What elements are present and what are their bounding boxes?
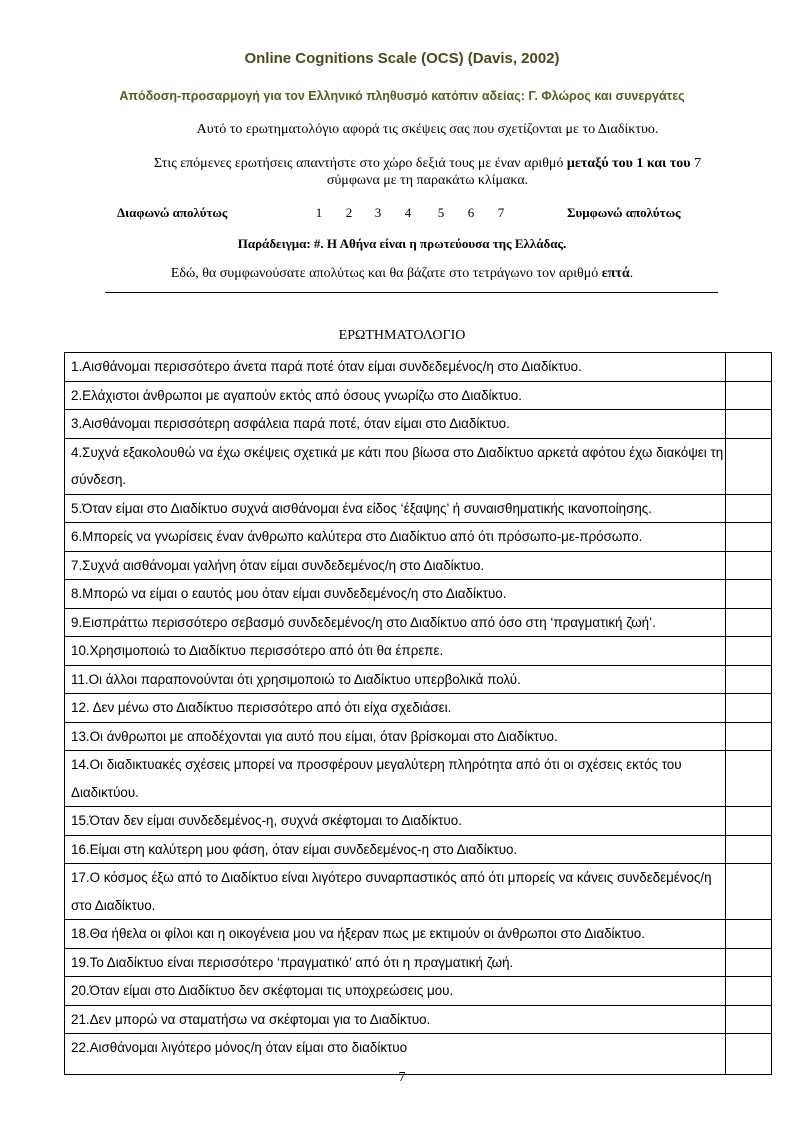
table-row [65,722,772,751]
questionnaire-title: ΕΡΩΤΗΜΑΤΟΛΟΓΙΟ [338,328,466,343]
answer-box[interactable] [726,551,772,580]
scale-number-2: 2 [345,205,353,220]
table-row [65,608,772,637]
question-text: 1.Αισθάνομαι περισσότερο άνετα παρά ποτέ όταν είμαι συνδεδεμένος/η στο Διαδίκτυο. [65,353,726,382]
table-row [65,580,772,609]
table-row [65,948,772,977]
here-before: Εδώ, θα συμφωνούσατε απολύτως και θα βάζατε στο τετράγωνο τον αριθμό [170,266,602,281]
question-text: 19.Το Διαδίκτυο είναι περισσότερο ‘πραγματικό’ από ότι η πραγματική ζωή. [65,948,726,977]
question-text: 12. Δεν μένω στο Διαδίκτυο περισσότερο από ότι είχα σχεδιάσει. [65,694,726,723]
table-row [65,977,772,1006]
scale-row [0,205,804,223]
question-text: 20.Όταν είμαι στο Διαδίκτυο δεν σκέφτομαι τις υποχρεώσεις μου. [65,977,726,1006]
instructions-text [105,155,750,189]
answer-box[interactable] [726,920,772,949]
question-text: 13.Οι άνθρωποι με αποδέχονται για αυτό που είμαι, όταν βρίσκομαι στο Διαδίκτυο. [65,722,726,751]
question-text: 8.Μπορώ να είμαι ο εαυτός μου όταν είμαι συνδεδεμένος/η στο Διαδίκτυο. [65,580,726,609]
scale-number-4: 4 [404,205,412,220]
question-text: 10.Χρησιμοποιώ το Διαδίκτυο περισσότερο από ότι θα έπρεπε. [65,637,726,666]
question-text: 15.Όταν δεν είμαι συνδεδεμένος-η, συχνά σκέφτομαι το Διαδίκτυο. [65,807,726,836]
example-text: Παράδειγμα: #. Η Αθήνα είναι η πρωτεύουσα της Ελλάδας. [237,236,567,251]
scale-right-label: Συμφωνώ απολύτως [567,205,681,220]
scale-number-6: 6 [467,205,475,220]
table-row [65,1034,772,1075]
here-bold: επτά [601,266,630,281]
table-row [65,751,772,807]
instructions-bold: μεταξύ του 1 και του [566,156,691,171]
answer-box[interactable] [726,580,772,609]
answer-box[interactable] [726,1005,772,1034]
question-text: 14.Οι διαδικτυακές σχέσεις μπορεί να προσφέρουν μεγαλύτερη πληρότητα από ότι οι σχέσεις εκτός του Διαδικτύου. [65,751,726,807]
questionnaire-table [64,352,772,1075]
answer-box[interactable] [726,410,772,439]
answer-box[interactable] [726,977,772,1006]
table-row [65,637,772,666]
answer-box[interactable] [726,948,772,977]
table-row [65,920,772,949]
answer-box[interactable] [726,494,772,523]
question-text: 7.Συχνά αισθάνομαι γαλήνη όταν είμαι συνδεδεμένος/η στο Διαδίκτυο. [65,551,726,580]
table-row [65,523,772,552]
question-text: 17.Ο κόσμος έξω από το Διαδίκτυο είναι λιγότερο συναρπαστικός από ότι μπορείς να κάνεις συνδεδεμένος/η στο Διαδίκτυο. [65,864,726,920]
scale-number-3: 3 [374,205,382,220]
horizontal-divider [105,292,718,293]
here-after: . [629,266,634,281]
page-number: 7 [398,1070,406,1085]
answer-box[interactable] [726,353,772,382]
question-text: 18.Θα ήθελα οι φίλοι και η οικογένεια μου να ήξεραν πως με εκτιμούν οι άνθρωποι στο Διαδίκτυο. [65,920,726,949]
example-explanation [0,266,804,282]
document-title: Online Cognitions Scale (OCS) (Davis, 2002) [244,50,560,67]
table-row [65,864,772,920]
table-row [65,410,772,439]
table-row [65,807,772,836]
table-row [65,665,772,694]
intro-text: Αυτό το ερωτηματολόγιο αφορά τις σκέψεις σας που σχετίζονται με το Διαδίκτυο. [196,122,659,137]
document-subtitle: Απόδοση-προσαρμογή για τον Ελληνικό πληθυσμό κατόπιν αδείας: Γ. Φλώρος και συνεργάτες [119,89,685,103]
question-text: 2.Ελάχιστοι άνθρωποι με αγαπούν εκτός από όσους γνωρίζω στο Διαδίκτυο. [65,381,726,410]
table-row [65,835,772,864]
table-row [65,353,772,382]
question-text: 4.Συχνά εξακολουθώ να έχω σκέψεις σχετικά με κάτι που βίωσα στο Διαδίκτυο αρκετά αφότου έχω διακόψει τη σύνδεση. [65,438,726,494]
answer-box[interactable] [726,637,772,666]
question-text: 16.Είμαι στη καλύτερη μου φάση, όταν είμαι συνδεδεμένος-η στο Διαδίκτυο. [65,835,726,864]
scale-number-1: 1 [315,205,323,220]
answer-box[interactable] [726,438,772,494]
table-row [65,1005,772,1034]
question-text: 22.Αισθάνομαι λιγότερο μόνος/η όταν είμαι στο διαδίκτυο [65,1034,726,1075]
scale-number-7: 7 [497,205,505,220]
scale-number-5: 5 [437,205,445,220]
instructions-after: 7 [690,156,702,171]
question-text: 5.Όταν είμαι στο Διαδίκτυο συχνά αισθάνομαι ένα είδος ‘έξαψης’ ή συναισθηματικής ικανοποίησης. [65,494,726,523]
table-row [65,438,772,494]
answer-box[interactable] [726,523,772,552]
answer-box[interactable] [726,1034,772,1075]
instructions-before: Στις επόμενες ερωτήσεις απαντήστε στο χώρο δεξιά τους με έναν αριθμό [153,156,567,171]
answer-box[interactable] [726,694,772,723]
question-text: 11.Οι άλλοι παραπονούνται ότι χρησιμοποιώ το Διαδίκτυο υπερβολικά πολύ. [65,665,726,694]
answer-box[interactable] [726,751,772,807]
answer-box[interactable] [726,807,772,836]
table-row [65,551,772,580]
answer-box[interactable] [726,835,772,864]
scale-left-label: Διαφωνώ απολύτως [117,205,228,220]
question-text: 9.Εισπράττω περισσότερο σεβασμό συνδεδεμένος/η στο Διαδίκτυο από όσο στη ‘πραγματική ζωή’. [65,608,726,637]
question-text: 6.Μπορείς να γνωρίσεις έναν άνθρωπο καλύτερα στο Διαδίκτυο από ότι πρόσωπο-με-πρόσωπο. [65,523,726,552]
instructions-line2: σύμφωνα με τη παρακάτω κλίμακα. [326,173,529,188]
answer-box[interactable] [726,381,772,410]
answer-box[interactable] [726,722,772,751]
answer-box[interactable] [726,665,772,694]
table-row [65,694,772,723]
answer-box[interactable] [726,608,772,637]
question-text: 3.Αισθάνομαι περισσότερη ασφάλεια παρά ποτέ, όταν είμαι στο Διαδίκτυο. [65,410,726,439]
question-text: 21.Δεν μπορώ να σταματήσω να σκέφτομαι για το Διαδίκτυο. [65,1005,726,1034]
table-row [65,494,772,523]
table-row [65,381,772,410]
answer-box[interactable] [726,864,772,920]
